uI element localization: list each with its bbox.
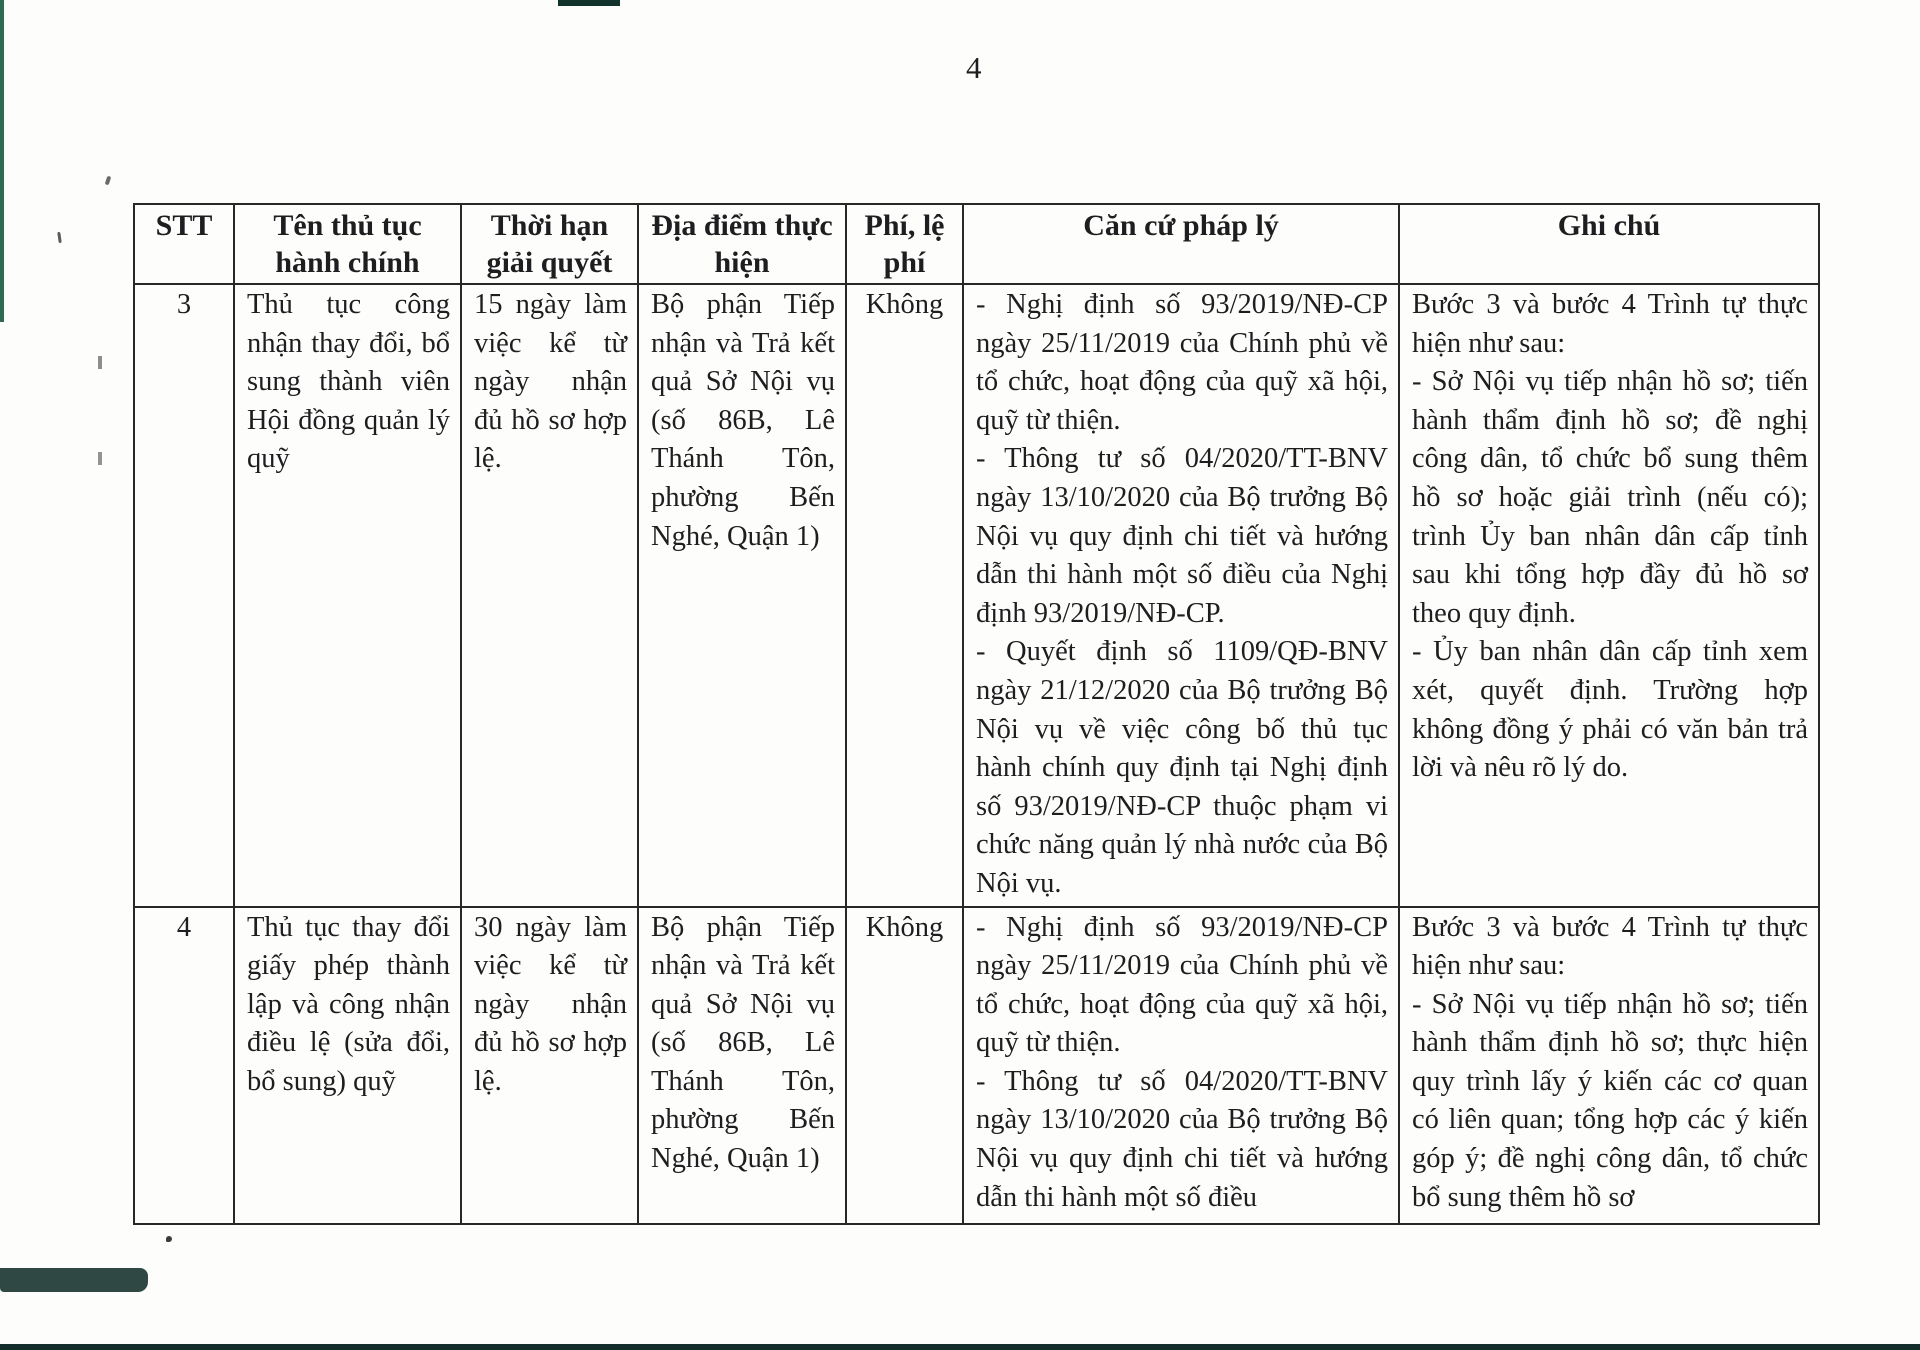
scan-artifact-top-edge bbox=[558, 0, 620, 6]
page-number: 4 bbox=[966, 50, 982, 85]
legal-basis-paragraph: - Nghị định số 93/2019/NĐ-CP ngày 25/11/2019 của Chính phủ về tổ chức, hoạt động của quỹ xã hội, quỹ từ thiện. bbox=[976, 911, 1388, 1059]
table-row bbox=[134, 907, 1819, 1224]
column-header-thoi-han: Thời hạn giải quyết bbox=[461, 204, 638, 284]
cell-phi: Không bbox=[846, 284, 963, 907]
note-paragraph: Bước 3 và bước 4 Trình tự thực hiện như sau: bbox=[1412, 289, 1808, 359]
cell-can-cu bbox=[963, 284, 1399, 907]
cell-can-cu bbox=[963, 907, 1399, 1224]
legal-basis-paragraph: - Thông tư số 04/2020/TT-BNV ngày 13/10/2020 của Bộ trưởng Bộ Nội vụ quy định chi tiết và hướng dẫn thi hành một số điều của Nghị định 93/2019/NĐ-CP. bbox=[976, 443, 1388, 629]
note-paragraph: - Sở Nội vụ tiếp nhận hồ sơ; tiến hành thẩm định hồ sơ; đề nghị công dân, tổ chức bổ sung thêm hồ sơ hoặc giải trình (nếu có); trình Ủy ban nhân dân cấp tỉnh sau khi tổng hợp đầy đủ hồ sơ theo quy định. bbox=[1412, 366, 1808, 629]
cell-ten-thu-tuc: Thủ tục thay đổi giấy phép thành lập và công nhận điều lệ (sửa đổi, bổ sung) quỹ bbox=[234, 907, 461, 1224]
cell-dia-diem: Bộ phận Tiếp nhận và Trả kết quả Sở Nội vụ (số 86B, Lê Thánh Tôn, phường Bến Nghé, Quận 1) bbox=[638, 907, 846, 1224]
scan-artifact-speck bbox=[166, 1236, 172, 1242]
legal-basis-paragraph: - Nghị định số 93/2019/NĐ-CP ngày 25/11/2019 của Chính phủ về tổ chức, hoạt động của quỹ xã hội, quỹ từ thiện. bbox=[976, 289, 1388, 436]
legal-basis-paragraph: - Quyết định số 1109/QĐ-BNV ngày 21/12/2020 của Bộ trưởng Bộ Nội vụ về việc công bố thủ tục hành chính quy định tại Nghị định số 93/2019/NĐ-CP thuộc phạm vi chức năng quản lý nhà nước của Bộ Nội vụ. bbox=[976, 636, 1388, 899]
column-header-dia-diem: Địa điểm thực hiện bbox=[638, 204, 846, 284]
column-header-ten-thu-tuc: Tên thủ tục hành chính bbox=[234, 204, 461, 284]
scan-artifact-margin-mark bbox=[98, 356, 102, 369]
procedures-table bbox=[133, 203, 1820, 1225]
column-header-phi: Phí, lệ phí bbox=[846, 204, 963, 284]
scan-artifact-speck bbox=[105, 176, 112, 186]
scan-artifact-smudge bbox=[0, 1268, 148, 1292]
column-header-stt: STT bbox=[134, 204, 234, 284]
scan-artifact-margin-mark bbox=[98, 452, 102, 465]
table-row bbox=[134, 284, 1819, 907]
cell-stt: 3 bbox=[134, 284, 234, 907]
column-header-ghi-chu: Ghi chú bbox=[1399, 204, 1819, 284]
scan-artifact-bottom-edge bbox=[0, 1344, 1920, 1350]
table-header-row bbox=[134, 204, 1819, 284]
scan-artifact-left-edge bbox=[0, 0, 4, 322]
cell-stt: 4 bbox=[134, 907, 234, 1224]
cell-ghi-chu bbox=[1399, 907, 1819, 1224]
column-header-can-cu: Căn cứ pháp lý bbox=[963, 204, 1399, 284]
cell-dia-diem: Bộ phận Tiếp nhận và Trả kết quả Sở Nội vụ (số 86B, Lê Thánh Tôn, phường Bến Nghé, Quận 1) bbox=[638, 284, 846, 907]
cell-thoi-han: 15 ngày làm việc kể từ ngày nhận đủ hồ sơ hợp lệ. bbox=[461, 284, 638, 907]
cell-ghi-chu bbox=[1399, 284, 1819, 907]
legal-basis-paragraph: - Thông tư số 04/2020/TT-BNV ngày 13/10/2020 của Bộ trưởng Bộ Nội vụ quy định chi tiết và hướng dẫn thi hành một số điều bbox=[976, 1065, 1388, 1213]
note-paragraph: Bước 3 và bước 4 Trình tự thực hiện như sau: bbox=[1412, 911, 1808, 982]
scan-artifact-speck bbox=[57, 232, 62, 243]
cell-phi: Không bbox=[846, 907, 963, 1224]
cell-thoi-han: 30 ngày làm việc kể từ ngày nhận đủ hồ sơ hợp lệ. bbox=[461, 907, 638, 1224]
cell-ten-thu-tuc: Thủ tục công nhận thay đổi, bổ sung thành viên Hội đồng quản lý quỹ bbox=[234, 284, 461, 907]
note-paragraph: - Sở Nội vụ tiếp nhận hồ sơ; tiến hành thẩm định hồ sơ; thực hiện quy trình lấy ý kiến các cơ quan có liên quan; tổng hợp các ý kiến góp ý; đề nghị công dân, tổ chức bổ sung thêm hồ sơ bbox=[1412, 988, 1808, 1213]
note-paragraph: - Ủy ban nhân dân cấp tỉnh xem xét, quyết định. Trường hợp không đồng ý phải có văn bản trả lời và nêu rõ lý do. bbox=[1412, 636, 1808, 784]
